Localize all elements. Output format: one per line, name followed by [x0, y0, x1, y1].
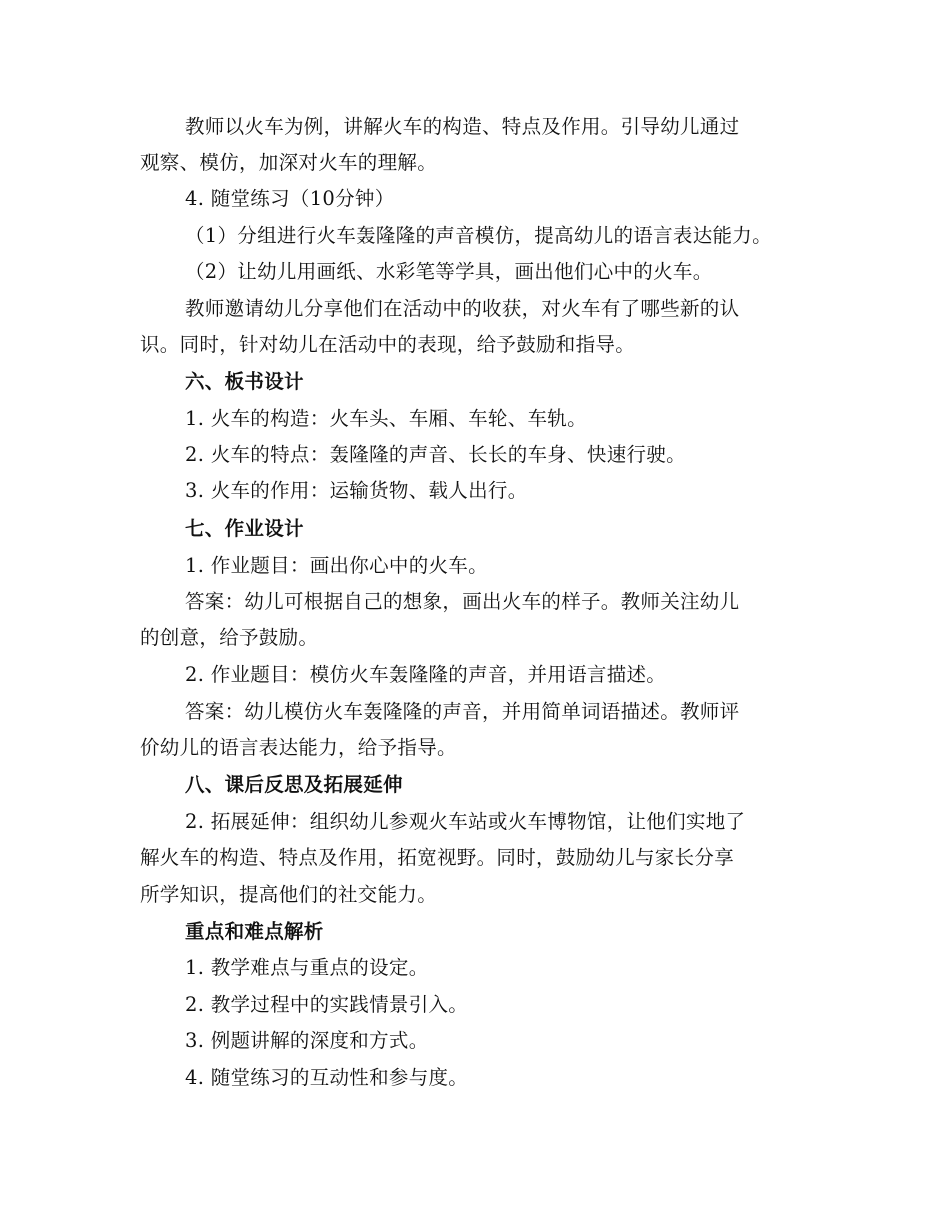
list-item: 3. 火车的作用：运输货物、载人出行。: [185, 479, 528, 502]
paragraph-line: 2. 拓展延伸：组织幼儿参观火车站或火车博物馆，让他们实地了: [185, 810, 746, 833]
section-heading: 七、作业设计: [185, 517, 304, 540]
paragraph-line: 观察、模仿，加深对火车的理解。: [140, 151, 438, 174]
list-item: 1. 火车的构造：火车头、车厢、车轮、车轨。: [185, 407, 587, 430]
sub-list-item: （2）让幼儿用画纸、水彩笔等学具，画出他们心中的火车。: [185, 260, 713, 283]
list-item: 3. 例题讲解的深度和方式。: [185, 1029, 429, 1052]
list-item: 2. 火车的特点：轰隆隆的声音、长长的车身、快速行驶。: [185, 443, 686, 466]
list-item: 4. 随堂练习的互动性和参与度。: [185, 1066, 469, 1089]
paragraph-line: 答案：幼儿可根据自己的想象，画出火车的样子。教师关注幼儿: [185, 590, 740, 613]
paragraph-line: 的创意，给予鼓励。: [140, 626, 319, 649]
paragraph-line: 识。同时，针对幼儿在活动中的表现，给予鼓励和指导。: [140, 333, 636, 356]
paragraph-line: 所学知识，提高他们的社交能力。: [140, 883, 438, 906]
list-item: 1. 作业题目：画出你心中的火车。: [185, 554, 488, 577]
paragraph-line: 教师邀请幼儿分享他们在活动中的收获，对火车有了哪些新的认: [185, 297, 740, 320]
list-item: 2. 作业题目：模仿火车轰隆隆的声音，并用语言描述。: [185, 663, 667, 686]
paragraph-line: 教师以火车为例，讲解火车的构造、特点及作用。引导幼儿通过: [185, 115, 740, 138]
paragraph-line: 价幼儿的语言表达能力，给予指导。: [140, 736, 457, 759]
list-item: 4. 随堂练习（10分钟）: [185, 187, 395, 210]
list-item: 1. 教学难点与重点的设定。: [185, 956, 429, 979]
section-heading: 六、板书设计: [185, 370, 304, 393]
paragraph-line: 答案：幼儿模仿火车轰隆隆的声音，并用简单词语描述。教师评: [185, 700, 740, 723]
list-item: 2. 教学过程中的实践情景引入。: [185, 993, 469, 1016]
section-heading: 八、课后反思及拓展延伸: [185, 773, 403, 796]
paragraph-line: 解火车的构造、特点及作用，拓宽视野。同时，鼓励幼儿与家长分享: [140, 846, 735, 869]
section-heading: 重点和难点解析: [185, 920, 324, 943]
sub-list-item: （1）分组进行火车轰隆隆的声音模仿，提高幼儿的语言表达能力。: [185, 224, 772, 247]
